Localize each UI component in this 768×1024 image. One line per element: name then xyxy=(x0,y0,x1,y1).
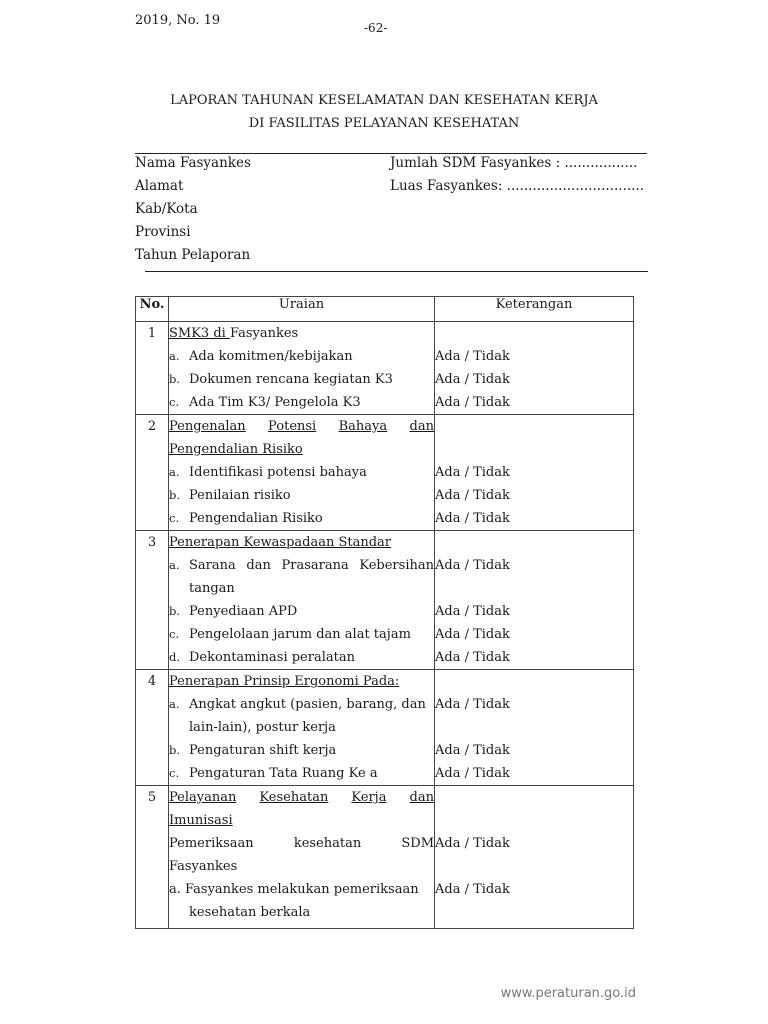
status-option: Ada / Tidak xyxy=(435,488,510,503)
section-title: Pengenalan Potensi Bahaya dan xyxy=(169,419,434,434)
status-option: Ada / Tidak xyxy=(435,395,510,410)
uraian-cell xyxy=(169,670,435,786)
field-kab-kota: Kab/Kota xyxy=(135,201,198,217)
status-option: Ada / Tidak xyxy=(435,766,510,781)
list-item-cont: tangan xyxy=(189,581,235,596)
status-option: Ada / Tidak xyxy=(435,743,510,758)
row-number: 3 xyxy=(136,531,169,670)
header-no: No. xyxy=(136,297,169,322)
list-item: c. Pengendalian Risiko xyxy=(169,511,323,526)
keterangan-cell xyxy=(435,322,634,415)
row-number: 5 xyxy=(136,786,169,929)
keterangan-cell xyxy=(435,415,634,531)
list-item: b. Pengaturan shift kerja xyxy=(169,743,337,758)
status-option: Ada / Tidak xyxy=(435,604,510,619)
status-option: Ada / Tidak xyxy=(435,650,510,665)
status-option: Ada / Tidak xyxy=(435,836,510,851)
section-title-cont: Pengendalian Risiko xyxy=(169,442,303,457)
page-number: -62- xyxy=(364,21,388,35)
field-luas-fasyankes: Luas Fasyankes: ................................ xyxy=(390,178,644,194)
uraian-cell xyxy=(169,786,435,929)
list-item: a. Angkat angkut (pasien, barang, dan xyxy=(169,697,426,712)
list-item: b. Dokumen rencana kegiatan K3 xyxy=(169,372,393,387)
keterangan-cell xyxy=(435,786,634,929)
list-item: a. Sarana dan Prasarana Kebersihan xyxy=(169,558,434,573)
list-item: c. Ada Tim K3/ Pengelola K3 xyxy=(169,395,361,410)
status-option: Ada / Tidak xyxy=(435,465,510,480)
field-tahun-pelaporan: Tahun Pelaporan xyxy=(135,247,251,263)
header-keterangan: Keterangan xyxy=(435,297,634,322)
list-item: d. Dekontaminasi peralatan xyxy=(169,650,355,665)
table-header-row xyxy=(136,297,634,322)
header-uraian: Uraian xyxy=(169,297,435,322)
list-item-cont: lain-lain), postur kerja xyxy=(189,720,336,735)
list-item: c. Pengaturan Tata Ruang Ke a xyxy=(169,766,378,781)
field-jumlah-sdm: Jumlah SDM Fasyankes : ................. xyxy=(390,155,638,171)
uraian-cell xyxy=(169,322,435,415)
report-title-line2: DI FASILITAS PELAYANAN KESEHATAN xyxy=(248,116,520,131)
table-row xyxy=(136,531,634,670)
list-item: b. Penilaian risiko xyxy=(169,488,291,503)
list-item: a. Ada komitmen/kebijakan xyxy=(169,349,353,364)
bottom-rule xyxy=(145,271,648,272)
section-title: Penerapan Prinsip Ergonomi Pada: xyxy=(169,674,400,689)
report-title-line1: LAPORAN TAHUNAN KESELAMATAN DAN KESEHATAN KERJA xyxy=(170,93,598,108)
section-title: SMK3 di Fasyankes xyxy=(169,326,299,341)
status-option: Ada / Tidak xyxy=(435,349,510,364)
status-option: Ada / Tidak xyxy=(435,882,510,897)
website-watermark[interactable]: www.peraturan.go.id xyxy=(500,986,636,1001)
table-row xyxy=(136,670,634,786)
field-provinsi: Provinsi xyxy=(135,224,191,240)
list-item-cont: Fasyankes xyxy=(169,859,238,874)
table-row xyxy=(136,322,634,415)
field-alamat: Alamat xyxy=(135,178,184,194)
table-row xyxy=(136,415,634,531)
status-option: Ada / Tidak xyxy=(435,697,510,712)
status-option: Ada / Tidak xyxy=(435,627,510,642)
list-item: c. Pengelolaan jarum dan alat tajam xyxy=(169,627,411,642)
section-title: Pelayanan Kesehatan Kerja dan xyxy=(169,790,434,805)
document-number: 2019, No. 19 xyxy=(135,13,221,28)
uraian-cell xyxy=(169,531,435,670)
section-title-cont: Imunisasi xyxy=(169,813,233,828)
table-row xyxy=(136,786,634,929)
keterangan-cell xyxy=(435,670,634,786)
row-number: 4 xyxy=(136,670,169,786)
section-title: Penerapan Kewaspadaan Standar xyxy=(169,535,392,550)
uraian-cell xyxy=(169,415,435,531)
list-item: Pemeriksaan kesehatan SDM xyxy=(169,836,434,851)
top-rule xyxy=(135,153,647,154)
keterangan-cell xyxy=(435,531,634,670)
k3-report-table xyxy=(135,296,634,929)
row-number: 2 xyxy=(136,415,169,531)
list-item-cont: kesehatan berkala xyxy=(189,905,311,920)
list-item: a. Fasyankes melakukan pemeriksaan xyxy=(169,882,419,897)
status-option: Ada / Tidak xyxy=(435,558,510,573)
list-item: b. Penyediaan APD xyxy=(169,604,298,619)
status-option: Ada / Tidak xyxy=(435,511,510,526)
row-number: 1 xyxy=(136,322,169,415)
list-item: a. Identifikasi potensi bahaya xyxy=(169,465,367,480)
status-option: Ada / Tidak xyxy=(435,372,510,387)
field-nama-fasyankes: Nama Fasyankes xyxy=(135,155,251,171)
